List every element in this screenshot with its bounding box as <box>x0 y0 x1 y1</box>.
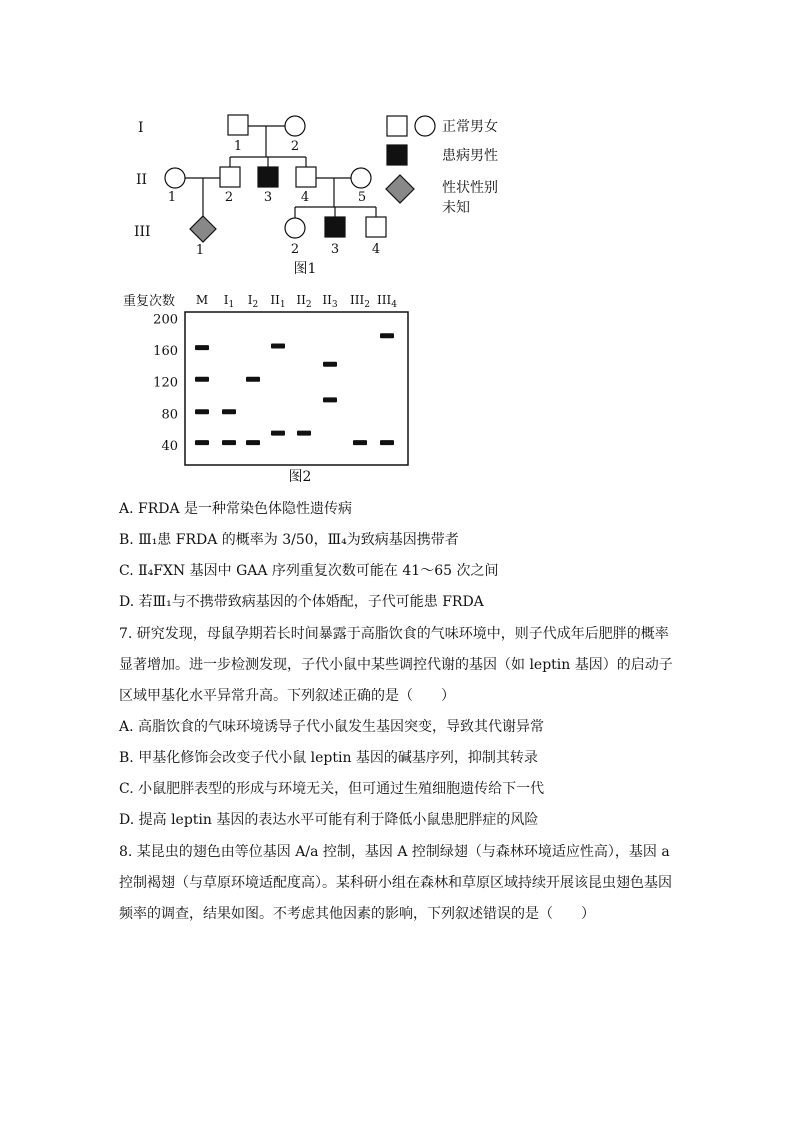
legend-unknown-label-2: 未知 <box>442 200 470 216</box>
band-III2-43 <box>353 440 367 445</box>
band-II1-55 <box>271 431 285 436</box>
option-6C: C. Ⅱ₄FXN 基因中 GAA 序列重复次数可能在 41～65 次之间 <box>119 563 499 579</box>
pedigree-II1-normal-female <box>165 168 185 188</box>
band-M-163 <box>195 345 209 350</box>
figure1-caption: 图1 <box>293 261 317 277</box>
label-II4: 4 <box>300 190 310 205</box>
lane-label-II1: $II_1$ <box>270 293 286 310</box>
label-III4: 4 <box>371 242 381 257</box>
figure2-caption: 图2 <box>288 469 312 485</box>
band-II3-97 <box>323 397 337 402</box>
lane-label-I2: $I_2$ <box>247 293 259 310</box>
pedigree-III1-unknown-diamond <box>190 216 216 242</box>
y-tick-40: 40 <box>161 439 178 454</box>
band-I2-43 <box>246 440 260 445</box>
label-I2: 2 <box>290 139 300 154</box>
option-6B: B. Ⅲ₁患 FRDA 的概率为 3/50，Ⅲ₄为致病基因携带者 <box>119 532 459 548</box>
electrophoresis-chart <box>115 288 425 488</box>
label-III3: 3 <box>330 242 340 257</box>
label-I1: 1 <box>233 139 243 154</box>
pedigree-III2-normal-female <box>285 218 305 238</box>
band-I2-123 <box>246 377 260 382</box>
legend-unknown-label-1: 性状性别 <box>442 180 498 196</box>
band-III4-43 <box>380 440 394 445</box>
gen-label-II: II <box>136 172 148 188</box>
label-II2: 2 <box>224 190 234 205</box>
lane-label-II3: $II_3$ <box>322 293 338 310</box>
band-III4-178 <box>380 333 394 338</box>
q7-stem-line1: 7. 研究发现，母鼠孕期若长时间暴露于高脂饮食的气味环境中，则子代成年后肥胖的概率 <box>119 626 669 642</box>
legend-normal-female-symbol <box>415 116 435 136</box>
y-tick-200: 200 <box>153 312 178 328</box>
pedigree-III3-affected-male <box>325 217 345 237</box>
lane-label-I1: $I_1$ <box>223 293 235 310</box>
pedigree-II4-normal-male <box>296 167 316 187</box>
y-tick-120: 120 <box>153 375 178 391</box>
q8-stem-line3: 频率的调查，结果如图。不考虑其他因素的影响，下列叙述错误的是（ ） <box>119 906 595 922</box>
pedigree-figure <box>120 105 540 280</box>
legend-unknown-symbol <box>386 175 414 203</box>
band-I1-82 <box>222 409 236 414</box>
y-axis-title: 重复次数 <box>123 294 176 309</box>
band-M-43 <box>195 440 209 445</box>
band-II2-55 <box>297 431 311 436</box>
label-II3: 3 <box>263 190 273 205</box>
band-II1-165 <box>271 344 285 349</box>
option-6D: D. 若Ⅲ₁与不携带致病基因的个体婚配，子代可能患 FRDA <box>119 594 484 610</box>
label-II5: 5 <box>357 190 367 205</box>
band-I1-43 <box>222 440 236 445</box>
pedigree-II2-normal-male <box>220 167 240 187</box>
option-6A: A. FRDA 是一种常染色体隐性遗传病 <box>119 501 353 517</box>
gen-label-I: I <box>138 120 144 136</box>
legend-normal-male-symbol <box>387 116 407 136</box>
lane-label-III2: $III_2$ <box>350 293 370 310</box>
q8-stem-line1: 8. 某昆虫的翅色由等位基因 A/a 控制，基因 A 控制绿翅（与森林环境适应性高），基因 a <box>119 844 670 860</box>
label-III1: 1 <box>195 243 205 258</box>
band-II3-142 <box>323 362 337 367</box>
lane-label-II2: $II_2$ <box>296 293 312 310</box>
lane-label-M: M <box>195 293 209 307</box>
q7-option-C: C. 小鼠肥胖表型的形成与环境无关，但可通过生殖细胞遗传给下一代 <box>119 781 545 797</box>
pedigree-II3-affected-male <box>258 167 278 187</box>
y-tick-160: 160 <box>153 344 178 359</box>
legend-normal-label: 正常男女 <box>442 119 498 135</box>
q7-option-B: B. 甲基化修饰会改变子代小鼠 leptin 基因的碱基序列，抑制其转录 <box>119 750 538 766</box>
q7-stem-line3: 区域甲基化水平异常升高。下列叙述正确的是（ ） <box>119 688 455 704</box>
pedigree-I1-normal-male <box>228 115 248 135</box>
legend-affected-male-symbol <box>387 145 407 165</box>
label-II1: 1 <box>167 190 177 205</box>
q7-option-D: D. 提高 leptin 基因的表达水平可能有利于降低小鼠患肥胖症的风险 <box>119 812 539 828</box>
gel-frame <box>185 312 408 465</box>
lane-label-III4: $III_4$ <box>377 293 397 310</box>
legend-affected-label: 患病男性 <box>442 148 498 164</box>
pedigree-III4-normal-male <box>366 217 386 237</box>
q7-stem-line2: 显著增加。进一步检测发现，子代小鼠中某些调控代谢的基因（如 leptin 基因）的启动子 <box>119 657 673 673</box>
q8-stem-line2: 控制褐翅（与草原环境适配度高）。某科研小组在森林和草原区域持续开展该昆虫翅色基因 <box>119 875 672 891</box>
pedigree-I2-normal-female <box>285 116 305 136</box>
y-tick-80: 80 <box>161 407 178 423</box>
q7-option-A: A. 高脂饮食的气味环境诱导子代小鼠发生基因突变，导致其代谢异常 <box>119 719 545 735</box>
pedigree-II5-normal-female <box>351 168 371 188</box>
band-M-123 <box>195 377 209 382</box>
band-M-82 <box>195 409 209 414</box>
gen-label-III: III <box>134 224 151 240</box>
label-III2: 2 <box>290 242 300 257</box>
